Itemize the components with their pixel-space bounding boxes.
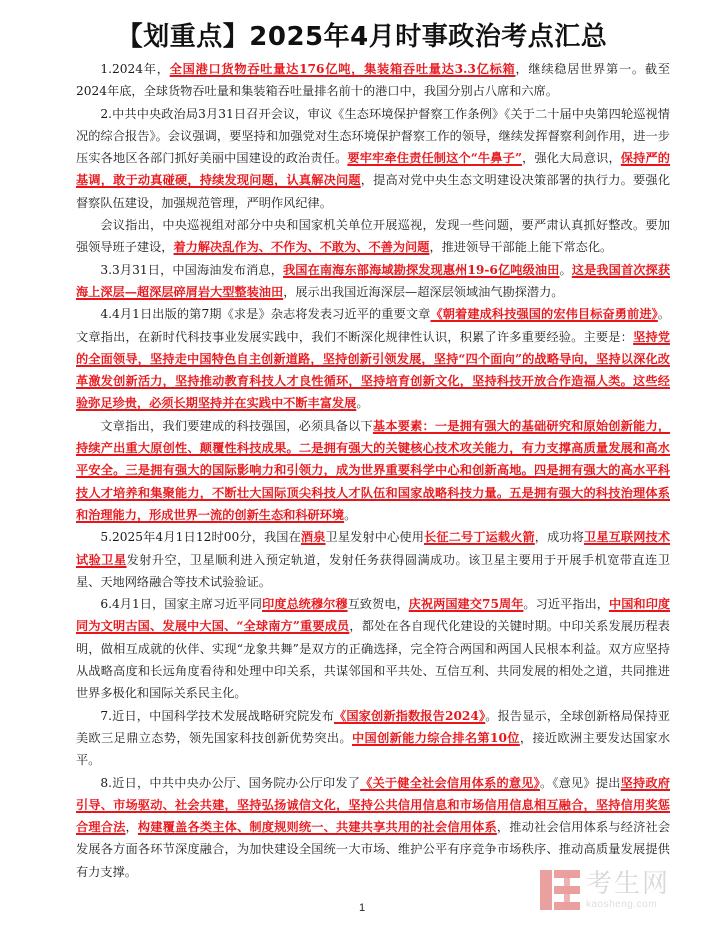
highlighted-text: 着力解决乱作为、不作为、不敢为、不善为问题 xyxy=(173,240,430,255)
body-text: ，都处在各自现代化建设的关键时期。中印关系发展历程表明，做相互成就的伙伴、实现“龙象共舞”是双方的正确选择，完全符合两国和两国人民根本利益。双方应坚持从战略高度和长远角度看待和处理中印关系，共谋邻国和平共处、互信互利、共同发展的相处之道，共同推进世界多极化和国际关系民主化。 xyxy=(76,619,670,701)
body-text: 5.2025年4月1日12时00分，我国在 xyxy=(100,530,301,545)
watermark-url: kaosheng.com xyxy=(586,898,658,910)
highlighted-text: 坚持党的全面领导，坚持走中国特色自主创新道路，坚持创新引领发展，坚持“四个面向”的战略导向，坚持以深化改革激发创新活力，坚持推动教育科技人才良性循环，坚持培育创新文化，坚持科技开放合作造福人类。这些经验弥足珍贵，必须长期坚持并在实践中不断丰富发展 xyxy=(76,329,671,411)
paragraph xyxy=(76,593,670,704)
highlighted-text: 保持严的基调，敢于动真碰硬，持续发现问题，认真解决问题 xyxy=(76,151,670,188)
paragraph xyxy=(76,58,670,103)
highlighted-text: 《国家创新指数报告2024》 xyxy=(334,708,486,723)
highlighted-text: 我国在南海东部海域勘探发现惠州19-6亿吨级油田 xyxy=(283,262,560,277)
highlighted-text: 坚持政府引导、市场驱动、社会共建，坚持弘扬诚信文化，坚持公共信用信息和市场信用信息相互融合，坚持信用奖惩合理合法 xyxy=(76,775,670,835)
highlighted-text: 酒泉 xyxy=(300,530,326,545)
page-number: 1 xyxy=(358,902,366,914)
body-text: 发射升空，卫星顺利进入预定轨道，发射任务获得圆满成功。该卫星主要用于开展手机宽带直连卫星、天地网络融合等技术试验验证。 xyxy=(76,552,671,589)
watermark-text: 考生网 xyxy=(586,868,671,899)
body-text: ，提高对党中央生态文明建设决策部署的执行力。要强化督察队伍建设，加强规范管理，严明作风纪律。 xyxy=(76,173,671,210)
body-text: 3.3月31日，中国海油发布消息， xyxy=(100,262,284,277)
highlighted-text: 基本要素：一是拥有强大的基础研究和原始创新能力，持续产出重大原创性、颠覆性科技成果。二是拥有强大的关键核心技术攻关能力，有力支撑高质量发展和高水平安全。三是拥有强大的国际影响力和引领力，成为世界重要科学中心和创新高地。四是拥有强大的高水平科技人才培养和集聚能力，不断壮大国际顶尖科技人才队伍和国家战略科技力量。五是拥有强大的科技治理体系和治理能力，形成世界一流的创新生态和科研环境 xyxy=(76,418,671,522)
highlighted-text: 《朝着建成科技强国的宏伟目标奋勇前进》 xyxy=(430,307,658,322)
highlighted-text: 庆祝两国建交75周年 xyxy=(408,597,524,612)
highlighted-text: 构建覆盖各类主体、制度规则统一、共建共享共用的社会信用体系 xyxy=(137,820,497,835)
paragraph xyxy=(76,214,670,259)
body-text: 4.4月1日出版的第7期《求是》杂志将发表习近平的重要文章 xyxy=(100,307,431,322)
paragraph xyxy=(76,303,670,414)
highlighted-text: 要牢牢牵住责任制这个“牛鼻子” xyxy=(347,151,522,166)
body-text: ，成功将 xyxy=(534,530,585,545)
body-text: ， xyxy=(125,820,138,835)
body-text: 。习近平指出， xyxy=(523,597,609,612)
page-title: 【划重点】2025年4月时事政治考点汇总 xyxy=(116,22,608,52)
body-text: 会议指出，中央巡视组对部分中央和国家机关单位开展巡视，发现一些问题，要严肃认真抓好整改。要加强领导班子建设， xyxy=(76,218,670,255)
kaosheng-logo-icon xyxy=(540,870,580,910)
highlighted-text: 《关于健全社会信用体系的意见》 xyxy=(360,775,540,790)
body-text: 。 xyxy=(356,396,369,411)
highlighted-text: 长征二号丁运载火箭 xyxy=(424,530,535,545)
paragraph xyxy=(76,415,670,526)
highlighted-text: 中国和印度同为文明古国、发展中大国、“全球南方”重要成员 xyxy=(76,597,671,634)
body-text: 8.近日，中共中央办公厅、国务院办公厅印发了 xyxy=(100,775,361,790)
highlighted-text: 卫星互联网技术试验卫星 xyxy=(76,530,671,567)
paragraph xyxy=(76,103,670,214)
body-text: 。文章指出，在新时代科技事业发展实践中，我们不断深化规律性认识，积累了许多重要经验。主要是： xyxy=(76,307,671,344)
watermark xyxy=(540,864,712,916)
document-body xyxy=(76,58,670,883)
body-text: 2.中共中央政治局3月31日召开会议，审议《生态环境保护督察工作条例》《关于二十届中央第四轮巡视情况的综合报告》。会议强调，要坚持和加强党对生态环境保护督察工作的领导，继续发挥督察利剑作用，进一步压实各地区各部门抓好美丽中国建设的政治责任。 xyxy=(76,106,670,166)
body-text: 。《意见》提出 xyxy=(539,775,621,790)
paragraph xyxy=(76,259,670,304)
highlighted-text: 全国港口货物吞吐量达176亿吨，集装箱吞吐量达3.3亿标箱 xyxy=(169,62,516,76)
highlighted-text: 这是我国首次探获海上深层—超深层碎屑岩大型整装油田 xyxy=(76,262,671,299)
paragraph xyxy=(76,705,670,772)
body-text: ，强化大局意识， xyxy=(521,151,621,166)
body-text: ，接近欧洲主要发达国家水平。 xyxy=(76,730,671,768)
body-text: 7.近日，中国科学技术发展战略研究院发布 xyxy=(100,708,335,723)
body-text: 互致贺电， xyxy=(347,597,409,612)
body-text: 1.2024年， xyxy=(100,62,170,76)
body-text: ，推动社会信用体系与经济社会发展各方面各环节深度融合，为加快建设全国统一大市场、维护公平有序竞争市场秩序、推动高质量发展提供有力支撑。 xyxy=(76,820,671,879)
body-text: 。报告显示，全球创新格局保持亚美欧三足鼎立态势，领先国家科技创新优势突出。 xyxy=(76,708,670,745)
body-text: 。 xyxy=(344,507,357,522)
highlighted-text: 中国创新能力综合排名第10位 xyxy=(351,730,520,745)
body-text: 。 xyxy=(559,262,572,277)
body-text: 6.4月1日，国家主席习近平同 xyxy=(100,597,263,612)
body-text: ，展示出我国近海深层—超深层领域油气勘探潜力。 xyxy=(283,284,564,299)
paragraph xyxy=(76,526,670,593)
highlighted-text: 印度总统穆尔穆 xyxy=(262,597,348,612)
body-text: ，推进领导干部能上能下常态化。 xyxy=(429,240,613,255)
body-text: 卫星发射中心使用 xyxy=(325,530,425,545)
body-text: 文章指出，我们要建成的科技强国，必须具备以下 xyxy=(100,418,373,433)
body-text: ，继续稳居世界第一。截至2024年底，全球货物吞吐量和集装箱吞吐量排名前十的港口中，我国分别占八席和六席。 xyxy=(76,62,670,99)
